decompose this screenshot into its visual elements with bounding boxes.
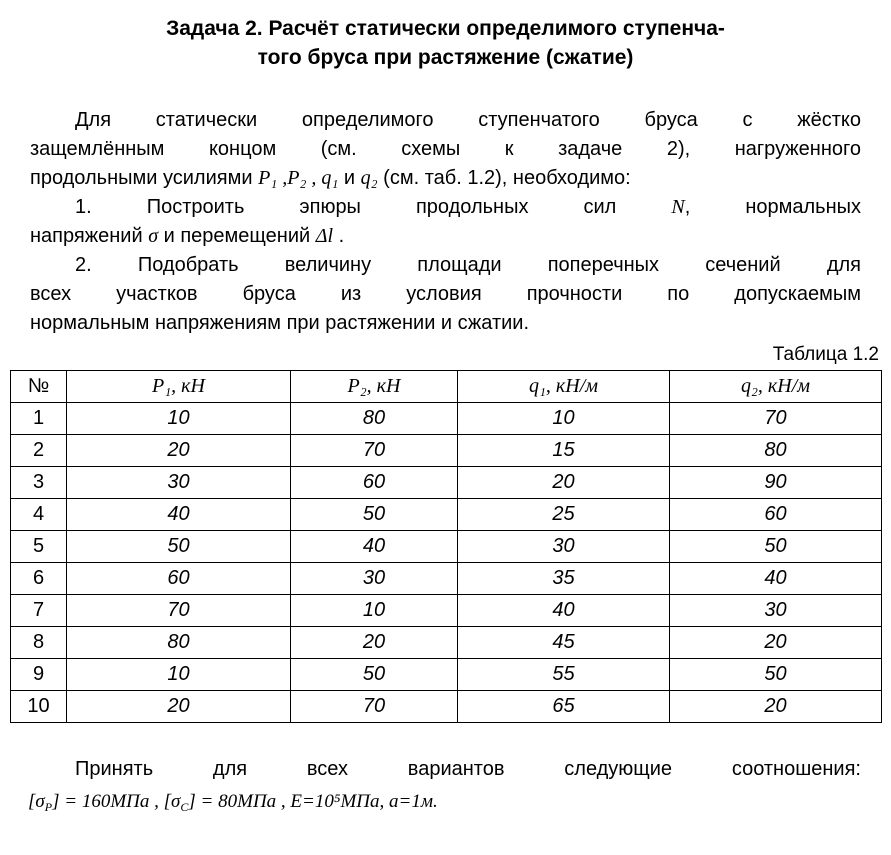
table-cell: 6: [11, 563, 67, 595]
table-cell: 40: [458, 595, 670, 627]
problem-title-line-1: Задача 2. Расчёт статически определимого ступенча-: [166, 17, 725, 40]
task1-text-1: 1. Построить эпюры продольных сил: [75, 196, 672, 218]
math-symbol-N: N: [671, 196, 685, 218]
table-cell: 60: [291, 467, 458, 499]
table-cell: 80: [670, 435, 882, 467]
table-cell: 20: [670, 627, 882, 659]
table-row: [11, 563, 882, 595]
task1-line-1: [30, 193, 861, 222]
task2-line-3: нормальным напряжениям при растяжении и сжатии.: [30, 312, 530, 334]
problem-title: [10, 14, 881, 72]
table-cell: 40: [291, 531, 458, 563]
math-symbol-sigma: σ: [148, 225, 159, 247]
table-cell: 2: [11, 435, 67, 467]
table-cell: 20: [67, 435, 291, 467]
table-cell: 25: [458, 499, 670, 531]
table-cell: 20: [67, 691, 291, 723]
formula-sigma-p-subscript: P: [44, 800, 53, 814]
table-row: [11, 435, 882, 467]
table-cell: 40: [67, 499, 291, 531]
table-cell: 50: [291, 499, 458, 531]
table-cell: 50: [291, 659, 458, 691]
intro-paragraph: [10, 106, 881, 193]
intro-line-1: Для статически определимого ступенчатого бруса с жёстко: [75, 109, 861, 131]
table-cell: 70: [291, 435, 458, 467]
task1-text-4: и перемещений: [158, 225, 316, 247]
table-cell: 7: [11, 595, 67, 627]
task1-text-3: напряжений: [30, 225, 149, 247]
table-cell: 10: [458, 403, 670, 435]
table-cell: 20: [458, 467, 670, 499]
task-item-1: [10, 193, 881, 251]
table-cell: 70: [291, 691, 458, 723]
table-header-number: №: [11, 371, 67, 403]
table-cell: 50: [670, 531, 882, 563]
table-cell: 30: [67, 467, 291, 499]
table-row: [11, 595, 882, 627]
table-header-row: [11, 371, 882, 403]
table-cell: 15: [458, 435, 670, 467]
intro-line-3-text-2: и: [338, 167, 361, 189]
table-row: [11, 659, 882, 691]
table-cell: 65: [458, 691, 670, 723]
table-row: [11, 691, 882, 723]
table-cell: 4: [11, 499, 67, 531]
table-cell: 50: [67, 531, 291, 563]
table-cell: 45: [458, 627, 670, 659]
table-row: [11, 627, 882, 659]
table-cell: 70: [67, 595, 291, 627]
math-symbol-delta-l: Δl: [315, 225, 334, 247]
table-caption: Таблица 1.2: [772, 344, 879, 365]
table-cell: 10: [291, 595, 458, 627]
table-cell: 80: [291, 403, 458, 435]
intro-line-3: [30, 164, 861, 193]
task-item-2: [10, 251, 881, 338]
table-header-q1: q₁, кН/м: [458, 371, 670, 403]
table-cell: 40: [670, 563, 882, 595]
table-row: [11, 531, 882, 563]
table-cell: 20: [670, 691, 882, 723]
intro-line-3-text-1: продольными усилиями: [30, 167, 259, 189]
table-cell: 30: [458, 531, 670, 563]
problem-title-line-2: того бруса при растяжение (сжатие): [257, 46, 634, 69]
table-cell: 30: [291, 563, 458, 595]
formula-sigma-p-value: ] = 160МПа ,: [52, 791, 164, 812]
task1-text-5: .: [333, 225, 345, 247]
math-forces-p1-p2-q1: P₁ ,P₂ , q₁: [258, 167, 339, 189]
table-cell: 20: [291, 627, 458, 659]
variants-table: [10, 370, 882, 723]
table-cell: 5: [11, 531, 67, 563]
formula-sigma-c-subscript: C: [180, 800, 189, 814]
table-cell: 35: [458, 563, 670, 595]
table-cell: 55: [458, 659, 670, 691]
relations-formula: [28, 787, 861, 822]
task1-line-2: [30, 222, 861, 251]
table-cell: 50: [670, 659, 882, 691]
table-cell: 8: [11, 627, 67, 659]
table-cell: 60: [670, 499, 882, 531]
intro-line-3-text-3: (см. таб. 1.2), необходимо:: [377, 167, 631, 189]
table-cell: 70: [670, 403, 882, 435]
formula-sigma-p-open: [σ: [28, 791, 45, 812]
final-note: [10, 755, 881, 822]
table-header-p1: P₁, кН: [67, 371, 291, 403]
table-cell: 9: [11, 659, 67, 691]
task2-line-1: 2. Подобрать величину площади поперечных сечений для: [75, 254, 861, 276]
table-cell: 90: [670, 467, 882, 499]
table-header-p2: P₂, кН: [291, 371, 458, 403]
final-note-line-1: Принять для всех вариантов следующие соотношения:: [75, 758, 861, 780]
table-cell: 3: [11, 467, 67, 499]
task1-text-2: , нормальных: [684, 196, 861, 218]
table-cell: 10: [67, 403, 291, 435]
table-cell: 60: [67, 563, 291, 595]
table-row: [11, 467, 882, 499]
math-force-q2: q₂: [360, 167, 378, 189]
table-header-q2: q₂, кН/м: [670, 371, 882, 403]
table-row: [11, 403, 882, 435]
formula-e-and-a: E=10⁵МПа, а=1м.: [290, 791, 438, 812]
intro-line-2: защемлённым концом (см. схемы к задаче 2), нагруженного: [30, 138, 861, 160]
task2-line-2: всех участков бруса из условия прочности по допускаемым: [30, 283, 861, 305]
table-cell: 80: [67, 627, 291, 659]
formula-sigma-c-open: [σ: [163, 791, 181, 812]
table-cell: 30: [670, 595, 882, 627]
formula-sigma-c-value: ] = 80МПа ,: [188, 791, 291, 812]
table-cell: 10: [11, 691, 67, 723]
table-cell: 1: [11, 403, 67, 435]
table-row: [11, 499, 882, 531]
table-cell: 10: [67, 659, 291, 691]
